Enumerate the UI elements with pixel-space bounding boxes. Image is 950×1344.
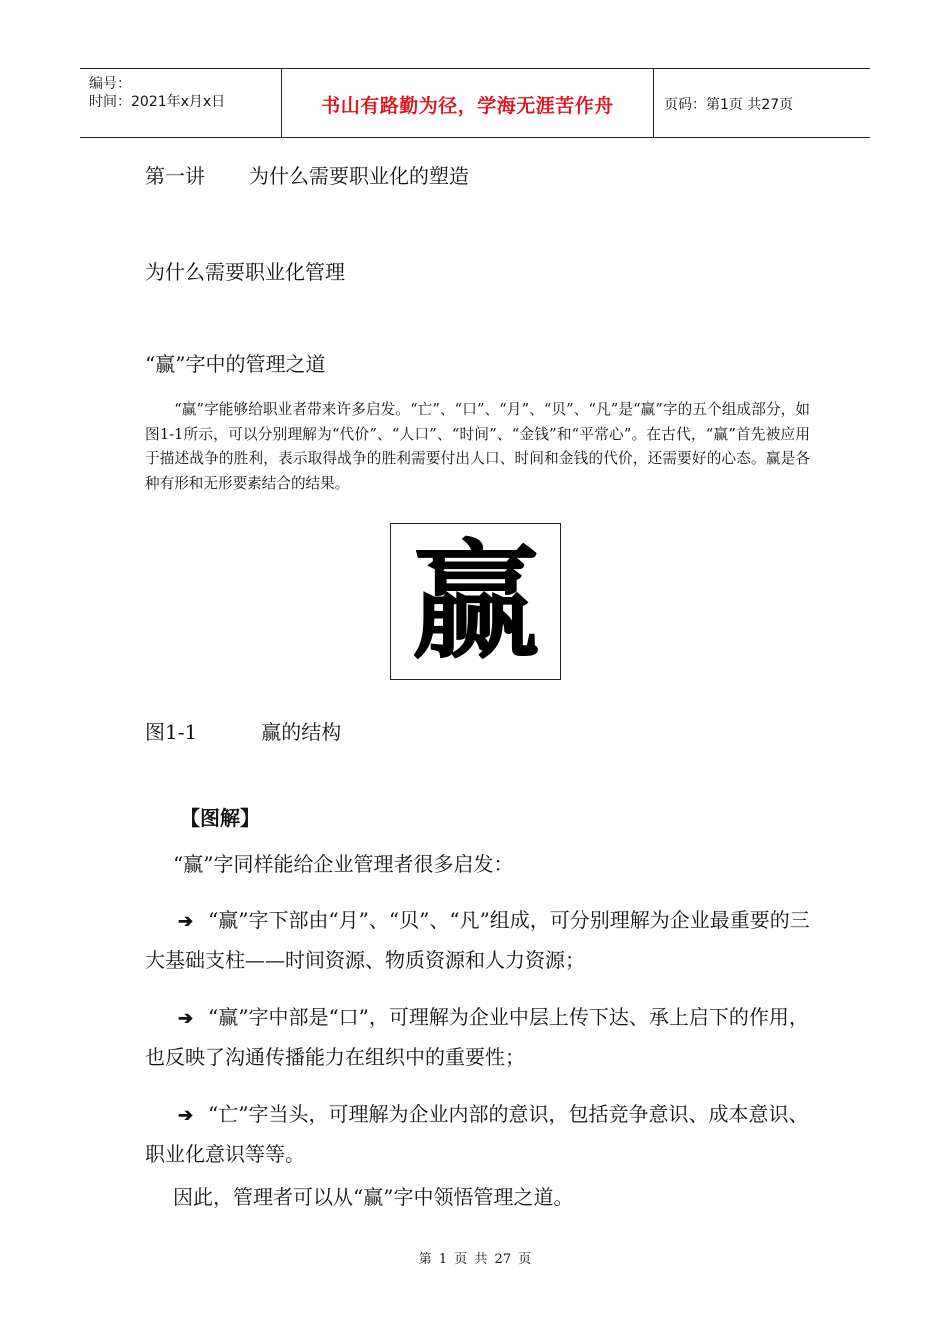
lecture-title: 为什么需要职业化的塑造 [249, 164, 469, 188]
bullet-text: “亡”字当头，可理解为企业内部的意识，包括竞争意识、成本意识、职业化意识等等。 [145, 1102, 809, 1166]
lecture-heading [145, 160, 469, 189]
lecture-number: 第一讲 [145, 164, 205, 188]
arrow-right-icon: ➔ [178, 1008, 194, 1029]
header-page-cell [654, 69, 870, 137]
header-meta-cell [80, 69, 282, 137]
bullet-item [145, 901, 810, 979]
conclusion-text: 因此，管理者可以从“赢”字中领悟管理之道。 [173, 1185, 574, 1209]
figure-number: 图1-1 [145, 720, 198, 744]
arrow-right-icon: ➔ [178, 911, 194, 932]
body-paragraph: “赢”字能够给职业者带来许多启发。“亡”、“口”、“月”、“贝”、“凡”是“赢”字的五个组成部分，如图1-1所示，可以分别理解为“代价”、“人口”、“时间”、“金钱”和“平常心”。在古代，“赢”首先被应用于描述战争的胜利，表示取得战争的胜利需要付出人口、时间和金钱的代价，还需要好的心态。赢是各种有形和无形要素结合的结果。 [145, 401, 810, 492]
bullet-text: “赢”字中部是“口”，可理解为企业中层上传下达、承上启下的作用，也反映了沟通传播能力在组织中的重要性； [145, 1005, 809, 1069]
illustration-heading: 【图解】 [180, 806, 260, 830]
figure-title: 赢的结构 [261, 720, 342, 744]
intro-text: “赢”字同样能给企业管理者很多启发： [173, 852, 514, 876]
bullet-text: “赢”字下部由“月”、“贝”、“凡”组成，可分别理解为企业最重要的三大基础支柱——时间资源、物质资源和人力资源； [145, 908, 810, 972]
header-table [80, 68, 870, 138]
figure-box [390, 523, 561, 680]
figure-caption [145, 716, 341, 745]
section-title: 为什么需要职业化管理 [145, 260, 345, 284]
bullet-item [145, 1095, 810, 1173]
document-number-label: 编号： [89, 76, 131, 92]
subsection-title: “赢”字中的管理之道 [145, 352, 326, 376]
page-footer: 第 1 页 共 27 页 [418, 1252, 532, 1267]
arrow-right-icon: ➔ [178, 1105, 194, 1126]
bullet-item [145, 998, 810, 1076]
header-motto-cell [282, 69, 654, 137]
ying-character-image: 赢 [411, 526, 540, 677]
document-time-label: 时间：2021年x月x日 [89, 94, 226, 110]
header-motto: 书山有路勤为径，学海无涯苦作舟 [321, 95, 614, 117]
header-page-info: 页码：第1页 共27页 [664, 97, 794, 113]
